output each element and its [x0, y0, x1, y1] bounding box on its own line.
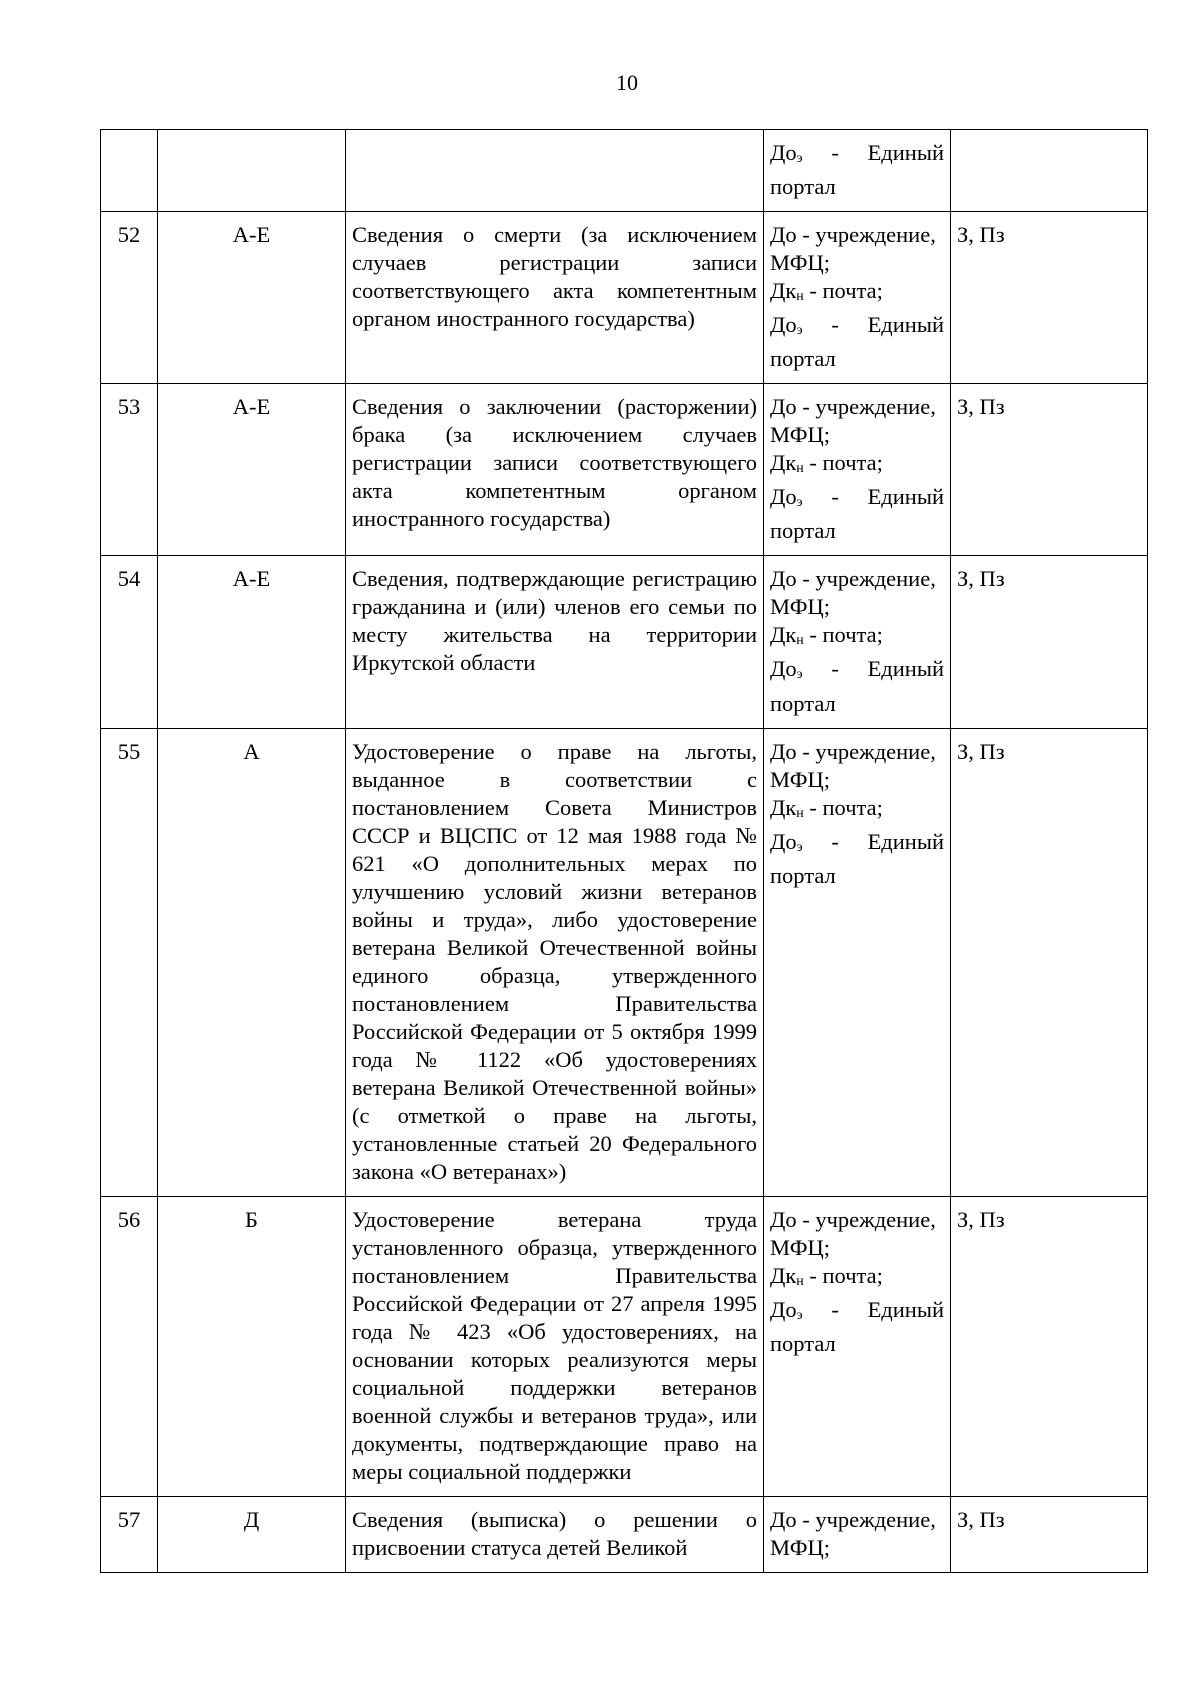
- submission-method-line: [770, 1330, 944, 1358]
- table-row: [101, 384, 1148, 556]
- method-text: МФЦ;: [770, 594, 830, 620]
- category-code-cell: [158, 130, 346, 212]
- documents-table-body: [101, 130, 1148, 1573]
- table-row: [101, 130, 1148, 212]
- submission-method-line: [770, 517, 944, 545]
- method-code-text: До: [770, 828, 797, 854]
- submission-method-line: [770, 311, 944, 345]
- document-description-cell: Сведения (выписка) о решении о присвоении статуса детей Великой: [346, 1496, 764, 1572]
- table-row: [101, 1496, 1148, 1572]
- method-dash: -: [831, 140, 839, 165]
- method-text: Дк: [770, 278, 797, 304]
- method-code-subscript: н: [796, 1273, 804, 1289]
- requirement-flags-cell: З, Пз: [951, 384, 1148, 556]
- method-code-text: До: [770, 1296, 797, 1322]
- requirement-flags-cell: З, Пз: [951, 556, 1148, 728]
- category-code-cell: Б: [158, 1196, 346, 1496]
- row-number-cell: 53: [101, 384, 158, 556]
- category-code-cell: А-Е: [158, 384, 346, 556]
- row-number-cell: 52: [101, 212, 158, 384]
- method-code: [770, 483, 803, 517]
- method-dash: -: [831, 656, 839, 682]
- submission-method-line: [770, 1206, 944, 1234]
- table-row: [101, 556, 1148, 728]
- method-text: портал: [770, 346, 836, 372]
- submission-method-line: [770, 421, 944, 449]
- submission-method-line: [770, 1506, 944, 1534]
- method-text-suffix: - почта;: [803, 622, 883, 648]
- method-code: [770, 828, 803, 862]
- method-text-suffix: - почта;: [803, 1262, 883, 1288]
- submission-method-cell: [764, 130, 951, 212]
- document-description-cell: [346, 130, 764, 212]
- method-dash: -: [831, 484, 839, 510]
- method-text: Дк: [770, 1262, 797, 1288]
- method-target: Единый: [867, 484, 944, 510]
- row-number-cell: 57: [101, 1496, 158, 1572]
- document-description-cell: Удостоверение ветерана труда установленного образца, утвержденного постановлением Правительства Российской Федерации от 27 апреля 1995 года № 423 «Об удостоверениях, на основании которых реализуются меры социальной поддержки ветеранов военной службы и ветеранов труда», или документы, подтверждающие право на меры социальной поддержки: [346, 1196, 764, 1496]
- category-code-cell: А: [158, 728, 346, 1196]
- method-code: [770, 311, 803, 345]
- submission-method-line: [770, 766, 944, 794]
- method-code-subscript: э: [796, 839, 803, 855]
- submission-method-line: [770, 449, 944, 483]
- method-target: Единый: [867, 656, 944, 682]
- method-text: МФЦ;: [770, 766, 830, 792]
- method-text: портал: [770, 174, 836, 200]
- table-row: [101, 1196, 1148, 1496]
- method-text: портал: [770, 1330, 836, 1356]
- method-text: МФЦ;: [770, 1534, 830, 1560]
- method-code-subscript: н: [796, 461, 804, 477]
- method-dash: -: [831, 1296, 839, 1322]
- method-target: Единый: [867, 828, 944, 854]
- method-code: [770, 1296, 803, 1330]
- submission-method-line: [770, 1262, 944, 1296]
- document-description-cell: Удостоверение о праве на льготы, выданное в соответствии с постановлением Совета Министров СССР и ВЦСПС от 12 мая 1988 года № 621 «О дополнительных мерах по улучшению условий жизни ветеранов войны и труда», либо удостоверение ветерана Великой Отечественной войны единого образца, утвержденного постановлением Правительства Российской Федерации от 5 октября 1999 года № 1122 «Об удостоверениях ветерана Великой Отечественной войны» (с отметкой о праве на льготы, установленные статьей 20 Федерального закона «О ветеранах»): [346, 728, 764, 1196]
- submission-method-line: [770, 862, 944, 890]
- submission-method-line: [770, 277, 944, 311]
- submission-method-line: [770, 221, 944, 249]
- method-text: Дк: [770, 450, 797, 476]
- requirement-flags-cell: З, Пз: [951, 212, 1148, 384]
- document-description-cell: Сведения о смерти (за исключением случаев регистрации записи соответствующего акта компетентным органом иностранного государства): [346, 212, 764, 384]
- method-text: МФЦ;: [770, 1234, 830, 1260]
- method-code: [770, 139, 803, 173]
- requirement-flags-cell: [951, 130, 1148, 212]
- submission-method-line: [770, 621, 944, 655]
- method-dash: -: [831, 312, 839, 338]
- method-code-subscript: н: [796, 633, 804, 649]
- method-code-subscript: э: [796, 323, 803, 339]
- row-number-cell: 55: [101, 728, 158, 1196]
- requirement-flags-cell: З, Пз: [951, 1196, 1148, 1496]
- method-code-subscript: э: [796, 151, 803, 167]
- submission-method-line: [770, 690, 944, 718]
- method-dash: -: [831, 828, 839, 854]
- document-description-cell: Сведения, подтверждающие регистрацию гражданина и (или) членов его семьи по месту жительства на территории Иркутской области: [346, 556, 764, 728]
- method-code-text: До: [770, 140, 797, 165]
- submission-method-line: [770, 738, 944, 766]
- submission-method-line: [770, 1534, 944, 1562]
- documents-table: [100, 129, 1148, 1573]
- submission-method-line: [770, 483, 944, 517]
- submission-method-cell: [764, 1496, 951, 1572]
- method-text: До - учреждение,: [770, 1206, 936, 1232]
- submission-method-line: [770, 173, 944, 201]
- submission-method-line: [770, 1296, 944, 1330]
- row-number-cell: 54: [101, 556, 158, 728]
- submission-method-line: [770, 828, 944, 862]
- submission-method-cell: [764, 212, 951, 384]
- method-code-text: До: [770, 312, 797, 338]
- method-code-subscript: э: [796, 1307, 803, 1323]
- submission-method-line: [770, 249, 944, 277]
- method-text-suffix: - почта;: [803, 450, 883, 476]
- method-text: Дк: [770, 794, 797, 820]
- method-code-subscript: э: [796, 667, 803, 683]
- method-code-subscript: н: [796, 805, 804, 821]
- method-text: До - учреждение,: [770, 222, 936, 248]
- category-code-cell: А-Е: [158, 556, 346, 728]
- submission-method-cell: [764, 728, 951, 1196]
- row-number-cell: 56: [101, 1196, 158, 1496]
- method-target: Единый: [867, 312, 944, 338]
- method-code-text: До: [770, 656, 797, 682]
- method-target: Единый: [867, 1296, 944, 1322]
- submission-method-line: [770, 565, 944, 593]
- method-code-subscript: э: [796, 495, 803, 511]
- category-code-cell: А-Е: [158, 212, 346, 384]
- method-text-suffix: - почта;: [803, 794, 883, 820]
- method-text: портал: [770, 518, 836, 544]
- page-number: 10: [616, 70, 638, 95]
- submission-method-line: [770, 1234, 944, 1262]
- submission-method-cell: [764, 384, 951, 556]
- table-row: [101, 728, 1148, 1196]
- row-number-cell: [101, 130, 158, 212]
- document-description-cell: Сведения о заключении (расторжении) брака (за исключением случаев регистрации записи соответствующего акта компетентным органом иностранного государства): [346, 384, 764, 556]
- submission-method-line: [770, 655, 944, 689]
- submission-method-line: [770, 794, 944, 828]
- submission-method-line: [770, 593, 944, 621]
- method-text-suffix: - почта;: [803, 278, 883, 304]
- method-target: Единый: [867, 140, 944, 165]
- method-text: МФЦ;: [770, 250, 830, 276]
- submission-method-line: [770, 139, 944, 173]
- method-code-subscript: н: [796, 289, 804, 305]
- submission-method-line: [770, 345, 944, 373]
- submission-method-cell: [764, 1196, 951, 1496]
- method-text: портал: [770, 690, 836, 716]
- method-text: До - учреждение,: [770, 394, 936, 420]
- method-code: [770, 655, 803, 689]
- submission-method-line: [770, 393, 944, 421]
- method-text: До - учреждение,: [770, 738, 936, 764]
- method-text: портал: [770, 862, 836, 888]
- submission-method-cell: [764, 556, 951, 728]
- method-text: До - учреждение,: [770, 1506, 936, 1532]
- method-text: МФЦ;: [770, 422, 830, 448]
- table-row: [101, 212, 1148, 384]
- category-code-cell: Д: [158, 1496, 346, 1572]
- method-text: Дк: [770, 622, 797, 648]
- requirement-flags-cell: З, Пз: [951, 728, 1148, 1196]
- method-code-text: До: [770, 484, 797, 510]
- requirement-flags-cell: З, Пз: [951, 1496, 1148, 1572]
- method-text: До - учреждение,: [770, 566, 936, 592]
